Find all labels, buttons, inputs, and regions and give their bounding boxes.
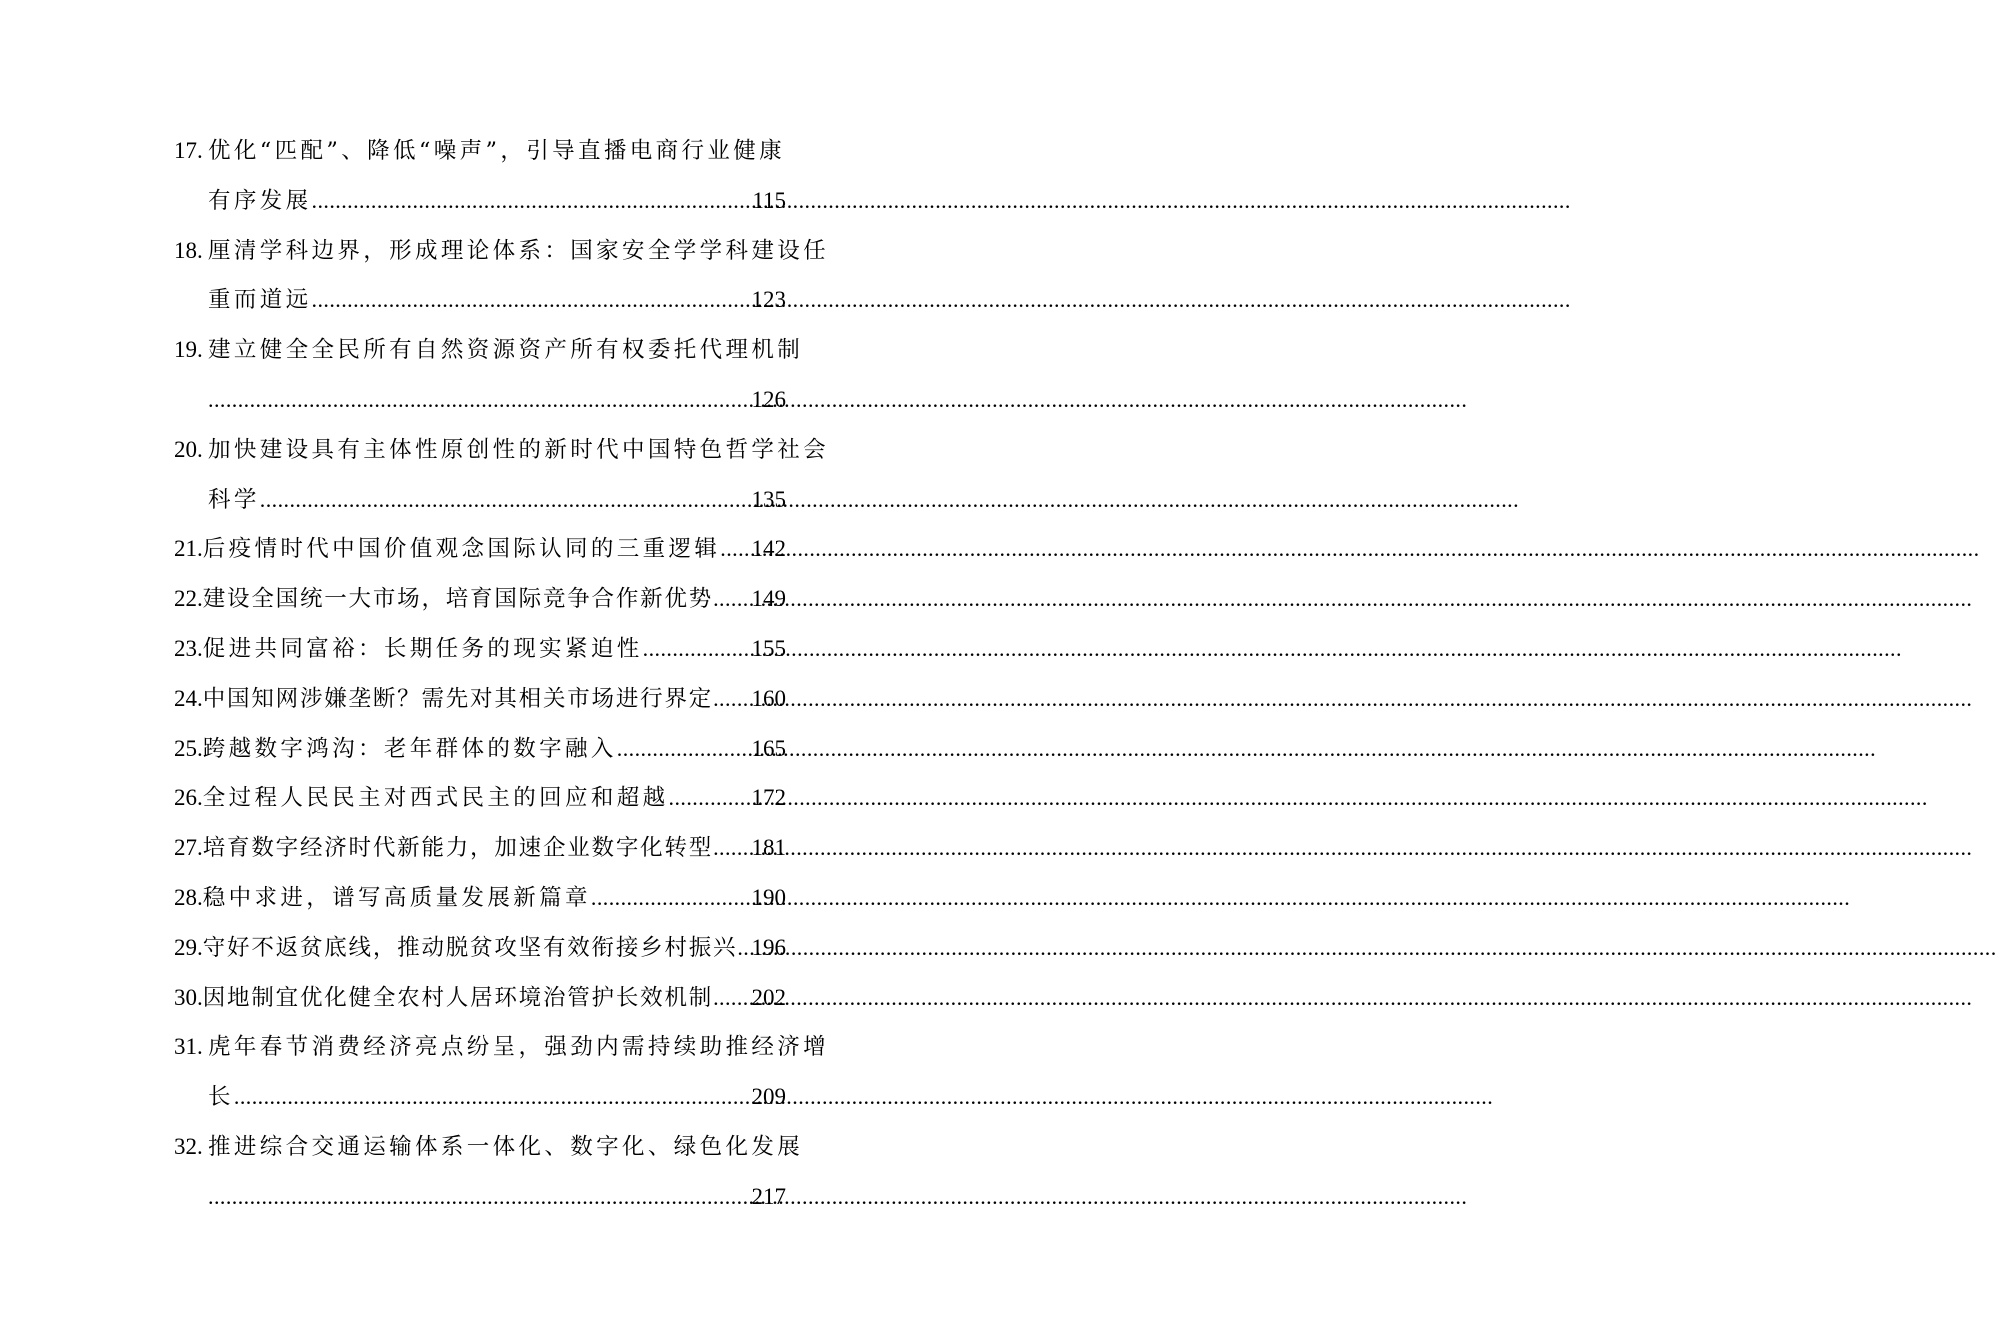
dot-leader [713, 574, 751, 624]
toc-entry-32-line2 [174, 1172, 786, 1222]
entry-title: 培育数字经济时代新能力，加速企业数字化转型 [202, 835, 714, 862]
entry-title: 后疫情时代中国价值观念国际认同的三重逻辑 [202, 536, 721, 563]
toc-entry-18-line1 [174, 226, 830, 276]
dot-leader [234, 1072, 752, 1122]
toc-entry-27 [174, 823, 786, 873]
entry-title: 优化“匹配”、降低“噪声”，引导直播电商行业健康 [208, 138, 786, 164]
entry-title-continued: 长 [208, 1084, 234, 1111]
entry-title: 厘清学科边界，形成理论体系：国家安全学学科建设任 [208, 237, 830, 264]
entry-page-number: 209 [751, 1084, 786, 1110]
entry-page-number: 149 [751, 586, 786, 612]
toc-entry-30 [174, 973, 786, 1023]
entry-number: 27. [174, 835, 203, 861]
entry-number: 24. [174, 685, 203, 711]
toc-entry-25 [174, 724, 786, 774]
toc-entry-22 [174, 574, 786, 624]
entry-title: 虎年春节消费经济亮点纷呈，强劲内需持续助推经济增 [208, 1034, 830, 1061]
entry-number: 25. [174, 735, 203, 761]
entry-number: 18. [174, 237, 203, 263]
entry-title: 跨越数字鸿沟：老年群体的数字融入 [202, 735, 617, 762]
toc-entry-20-line2 [174, 475, 786, 525]
entry-page-number: 160 [751, 685, 786, 711]
entry-page-number: 181 [751, 835, 786, 861]
toc-entry-23 [174, 624, 786, 674]
dot-leader [260, 475, 752, 525]
entry-title: 稳中求进，谱写高质量发展新篇章 [202, 884, 591, 911]
dot-leader [312, 176, 753, 226]
toc-entry-17-line1 [174, 126, 786, 176]
entry-number: 17. [174, 138, 203, 163]
dot-leader [312, 275, 752, 325]
dot-leader [617, 724, 752, 774]
toc-entry-29 [174, 923, 786, 973]
entry-title: 促进共同富裕：长期任务的现实紧迫性 [202, 635, 643, 662]
dot-leader [208, 375, 752, 425]
entry-number: 20. [174, 436, 203, 462]
entry-page-number: 123 [751, 287, 786, 313]
dot-leader [591, 873, 752, 923]
toc-entry-24 [174, 674, 786, 724]
entry-title: 加快建设具有主体性原创性的新时代中国特色哲学社会 [208, 436, 830, 463]
toc-entry-17-line2 [174, 176, 786, 226]
entry-title: 因地制宜优化健全农村人居环境治管护长效机制 [202, 984, 714, 1011]
entry-title: 推进综合交通运输体系一体化、数字化、绿色化发展 [208, 1133, 804, 1160]
entry-title-continued: 科学 [208, 486, 260, 513]
entry-number: 32. [174, 1133, 203, 1159]
dot-leader [713, 823, 751, 873]
dot-leader [737, 923, 751, 973]
entry-number: 23. [174, 635, 203, 661]
entry-page-number: 172 [751, 785, 786, 811]
entry-number: 21. [174, 536, 203, 562]
entry-page-number: 190 [751, 884, 786, 910]
entry-page-number: 217 [751, 1183, 786, 1209]
toc-entry-28 [174, 873, 786, 923]
entry-page-number: 115 [752, 187, 786, 213]
toc-entry-21 [174, 524, 786, 574]
entry-title-continued: 重而道远 [208, 287, 312, 314]
entry-number: 26. [174, 785, 203, 811]
entry-page-number: 126 [751, 386, 786, 412]
entry-number: 31. [174, 1034, 203, 1060]
entry-page-number: 202 [751, 984, 786, 1010]
dot-leader [643, 624, 752, 674]
dot-leader [669, 773, 752, 823]
entry-number: 28. [174, 884, 203, 910]
toc-entry-26 [174, 773, 786, 823]
dot-leader [713, 674, 751, 724]
toc-entry-32-line1 [174, 1122, 804, 1172]
entry-number: 22. [174, 586, 203, 612]
toc-entry-19-line2 [174, 375, 786, 425]
toc-entry-18-line2 [174, 275, 786, 325]
entry-number: 29. [174, 934, 203, 960]
entry-title: 建立健全全民所有自然资源资产所有权委托代理机制 [208, 337, 804, 364]
entry-title-continued: 有序发展 [208, 187, 312, 214]
dot-leader [720, 524, 751, 574]
entry-page-number: 196 [751, 934, 786, 960]
entry-number: 19. [174, 337, 203, 363]
entry-number: 30. [174, 984, 203, 1010]
toc-entry-31-line1 [174, 1022, 830, 1072]
entry-page-number: 165 [751, 735, 786, 761]
entry-title: 守好不返贫底线，推动脱贫攻坚有效衔接乡村振兴 [202, 934, 738, 961]
dot-leader [713, 973, 751, 1023]
toc-entry-20-line1 [174, 425, 830, 475]
dot-leader [208, 1172, 752, 1222]
entry-page-number: 155 [751, 635, 786, 661]
entry-page-number: 135 [751, 486, 786, 512]
table-of-contents [174, 126, 830, 1222]
toc-entry-19-line1 [174, 325, 804, 375]
entry-title: 中国知网涉嫌垄断？需先对其相关市场进行界定 [202, 685, 714, 712]
entry-page-number: 142 [751, 536, 786, 562]
entry-title: 建设全国统一大市场，培育国际竞争合作新优势 [202, 586, 714, 613]
entry-title: 全过程人民民主对西式民主的回应和超越 [202, 785, 669, 812]
toc-entry-31-line2 [174, 1072, 786, 1122]
